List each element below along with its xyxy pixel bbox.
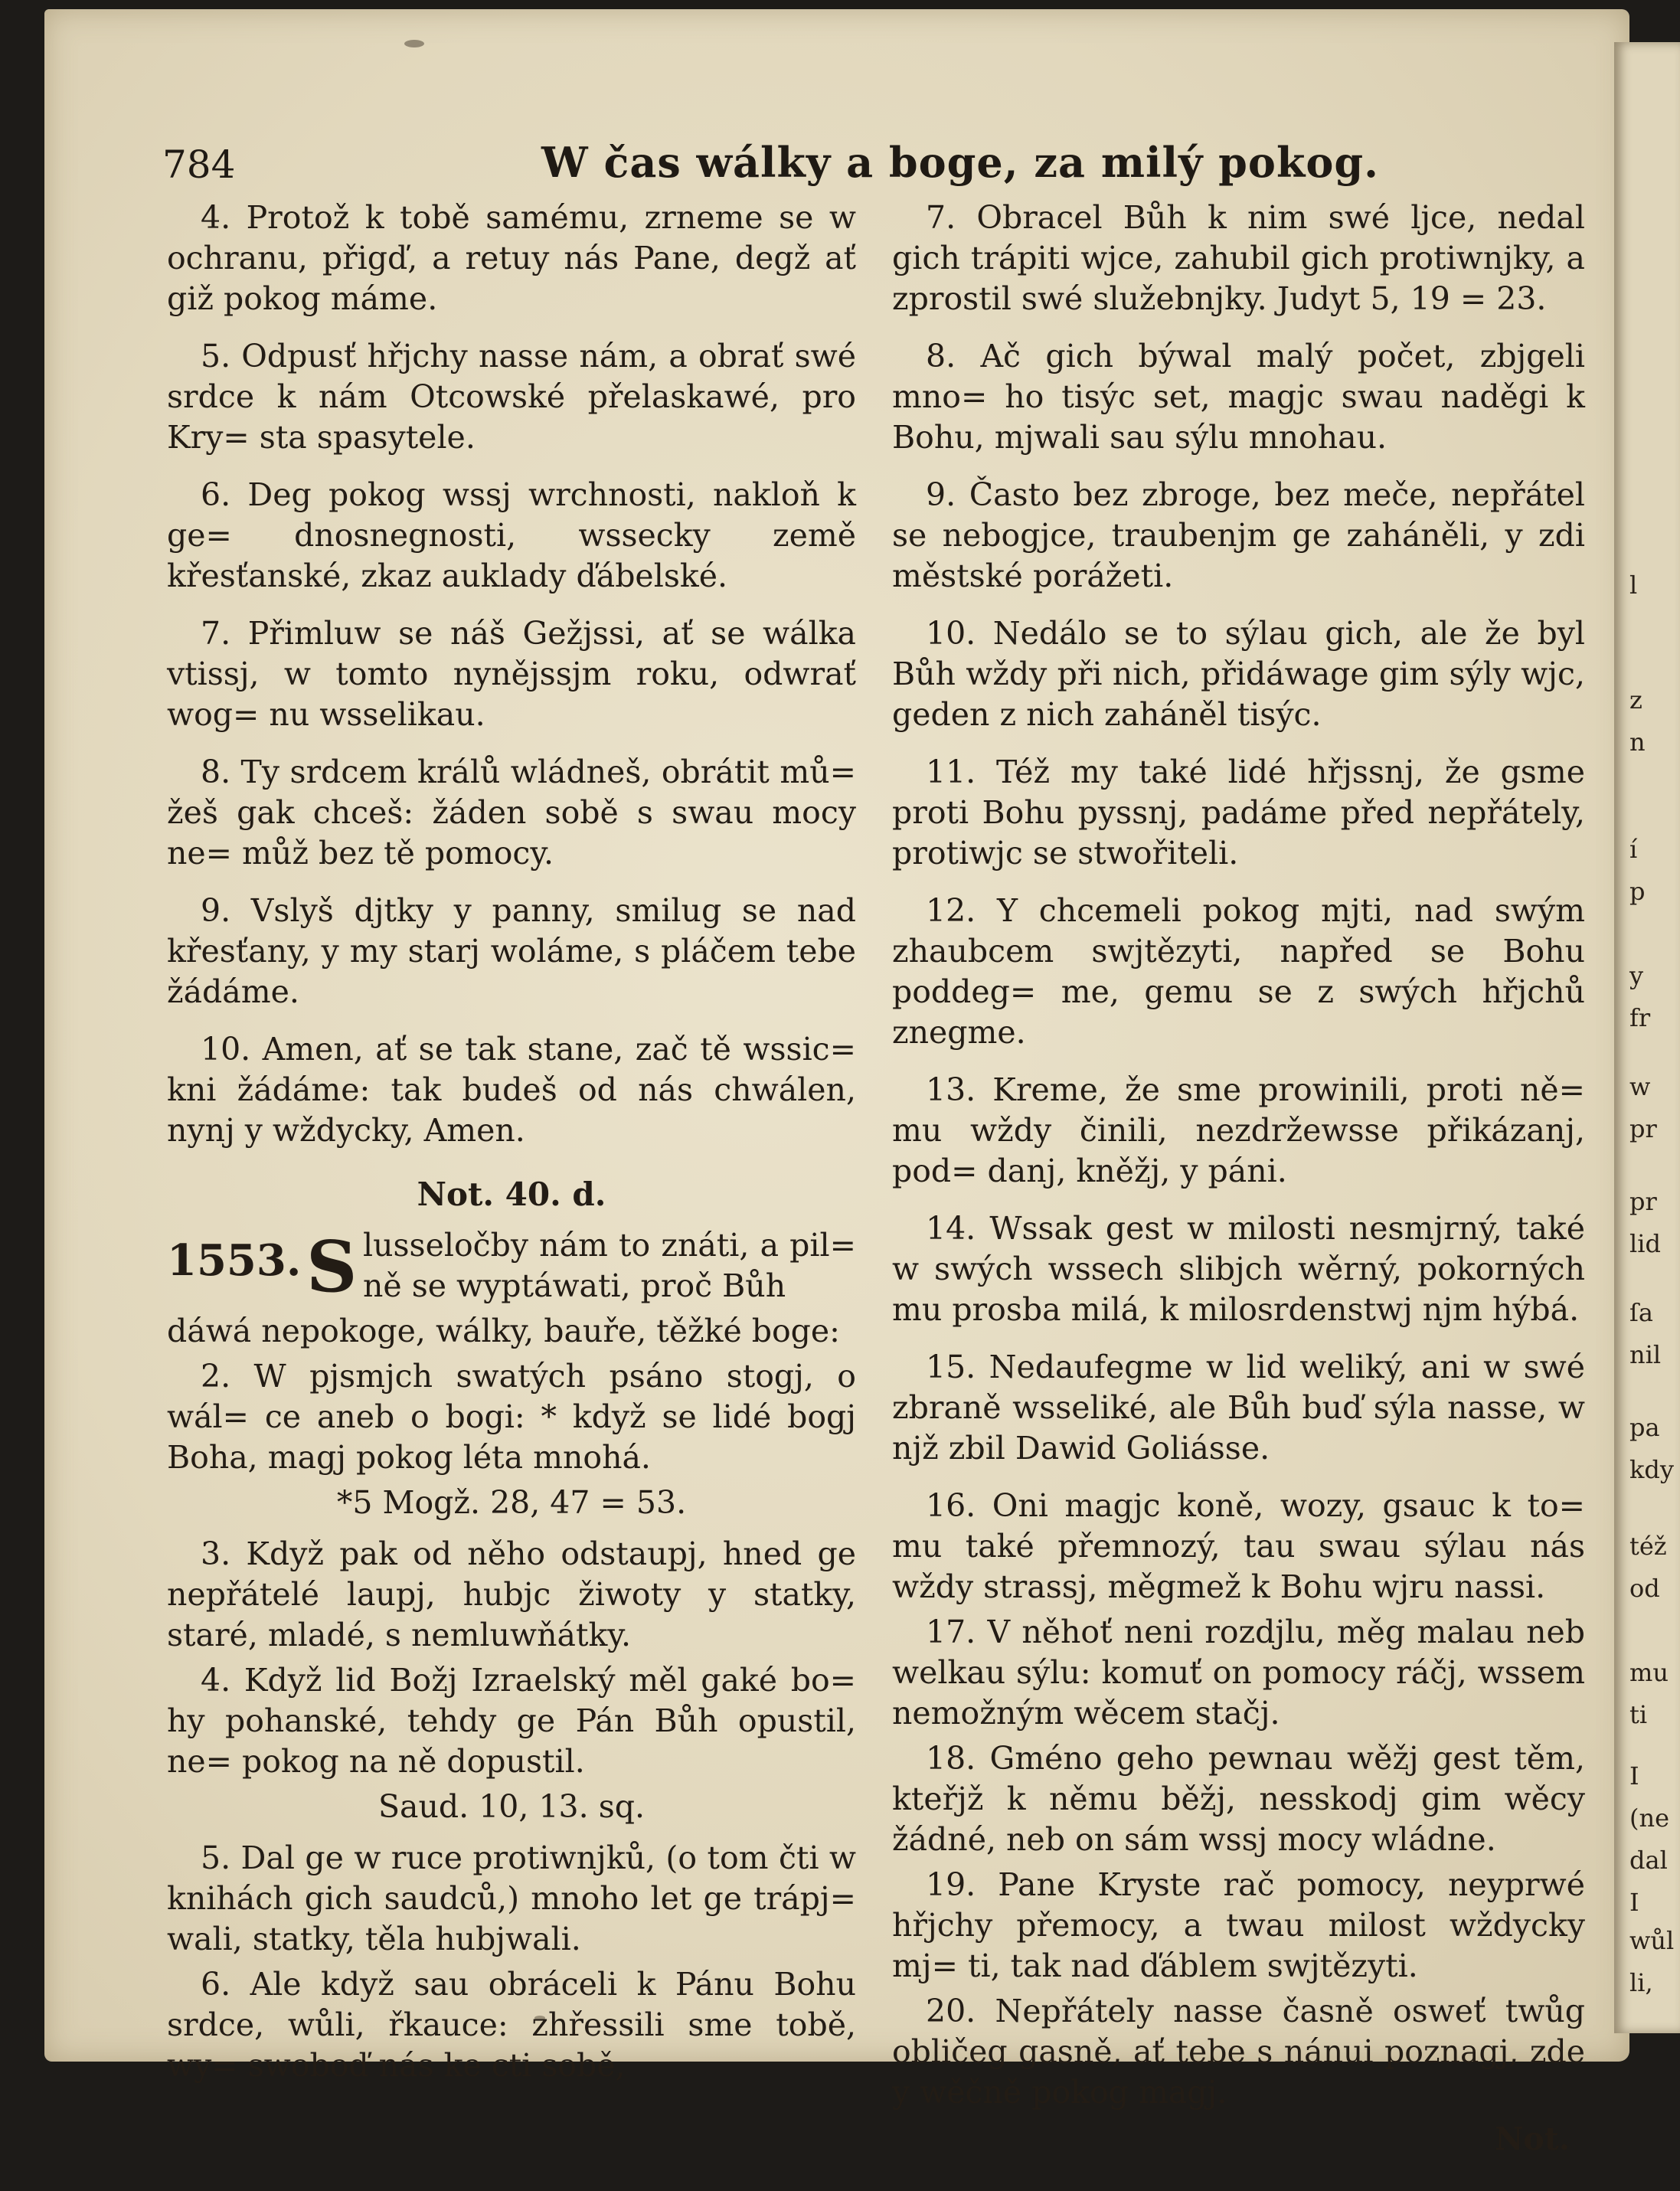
fragment-text: (ne [1629,1803,1670,1833]
tune-reference: Not. 40. d. [417,1176,606,1213]
fragment-text: pr [1629,1187,1657,1216]
fragment-text: fr [1629,1003,1651,1032]
stanza: 8. Ač gich býwal malý počet, zbjgeli mno= ho tisýc set, magjc swau naděgi k Bohu, mjwali sau sýlu mnohau. [892,338,1585,456]
fragment-text: y [1629,961,1644,990]
fragment-text: í [1629,835,1638,864]
running-title: W čas wálky a boge, za milý pokog. [541,138,1379,187]
fragment-text: n [1629,728,1646,757]
fragment-text: nil [1629,1340,1662,1369]
stanza: 19. Pane Kryste rač pomocy, neyprwé hřjchy přemocy, a twau milost wždycky mj= ti, tak nad ďáblem swjtězyti. [892,1866,1585,1984]
right-column [892,198,1585,2191]
stanza: 2. W pjsmjch swatých psáno stogj, o wál= ce aneb o bogi: * když se lidé bogj Boha, magj pokog léta mnohá. [167,1358,856,1476]
adjacent-page-edge [1614,42,1680,2033]
fragment-text: pr [1629,1114,1657,1143]
fragment-text: pa [1629,1413,1660,1442]
fragment-text: mu [1629,1658,1669,1687]
stanza: 10. Nedálo se to sýlau gich, ale že byl Bůh wždy při nich, přidáwage gim sýly wjc, geden z nich zaháněl tisýc. [892,615,1585,733]
stanza: 4. Když lid Božj Izraelský měl gaké bo= hy pohanské, tehdy ge Pán Bůh opustil, ne= pokog na ně dopustil. [167,1662,856,1780]
fragment-text: wůl [1629,1926,1675,1955]
stanza: 4. Protož k tobě samému, zrneme se w ochranu, přigď, a retuy nás Pane, degž ať giž pokog máme. [167,199,856,317]
stanza: 7. Přimluw se náš Gežjssi, ať se wálka vtissj, w tomto nynějssjm roku, odwrať wog= nu wsselikau. [167,615,856,733]
stanza: 14. Wssak gest w milosti nesmjrný, také w swých wssech slibjch wěrný, pokorných mu prosba milá, k milosrdenstwj njm hýbá. [892,1210,1585,1328]
fragment-text: ti [1629,1700,1648,1729]
fragment-text: p [1629,877,1646,906]
stanza: 17. V něhoť neni rozdjlu, měg malau neb welkau sýlu: komuť on pomocy ráčj, wssem nemožným wěcem stačj. [892,1614,1585,1732]
stanza: 18. Gméno geho pewnau wěžj gest těm, kteřjž k němu běžj, nesskodj gim wěcy žádné, neb on sám wssj mocy wládne. [892,1740,1585,1858]
stanza: 16. Oni magjc koně, wozy, gsauc k to= mu také přemnozý, tau swau sýlau nás wždy strassj, měgmež k Bohu wjru nassi. [892,1487,1585,1605]
fragment-text: dal [1629,1846,1668,1875]
fragment-text: li, [1629,1968,1653,1997]
stanza: 5. Odpusť hřjchy nasse nám, a obrať swé srdce k nám Otcowské přelaskawé, pro Kry= sta spasytele. [167,338,856,456]
fragment-text: I [1629,1888,1639,1917]
stanza: 20. Nepřátely nasse časně osweť twůg obličeg gasně, ať tebe s nánui poznagj, zde y wěčně pokog magj. [892,1993,1585,2111]
stanza: 9. Vslyš djtky y panny, smilug se nad křesťany, y my starj woláme, s pláčem tebe žádáme. [167,892,856,1010]
scripture-reference: Saud. 10, 13. sq. [378,1788,646,1825]
stanza: 7. Obracel Bůh k nim swé ljce, nedal gich trápiti wjce, zahubil gich protiwnjky, a zprostil swé služebnjky. Judyt 5, 19 = 23. [892,199,1585,317]
stanza: 6. Ale když sau obráceli k Pánu Bohu srdce, wůli, řkauce: zhřessili sme tobě, wy= swoboď nás ke cti sobě, [167,1966,856,2084]
hymn-first-line-rest: dáwá nepokoge, wálky, bauře, těžké boge: [167,1313,840,1349]
stanza: 13. Kreme, že sme prowinili, proti ně= mu wždy činili, nezdržewsse přikázanj, pod= danj, kněžj, y páni. [892,1071,1585,1189]
fragment-text: I [1629,1761,1639,1790]
drop-cap: S [306,1225,358,1308]
stanza: 8. Ty srdcem králů wládneš, obrátit mů= žeš gak chceš: žáden sobě s swau mocy ne= můž bez tě pomocy. [167,754,856,871]
scripture-reference: *5 Mogž. 28, 47 = 53. [336,1484,687,1521]
fragment-text: lid [1629,1229,1661,1258]
fragment-text: kdy [1629,1455,1674,1484]
page-number: 784 [162,142,236,187]
fragment-text: l [1629,571,1638,600]
next-tune-catchword: Not. [1494,2121,1570,2157]
fragment-text: w [1629,1072,1651,1101]
stanza: 9. Často bez zbroge, bez meče, nepřátel se nebogjce, traubenjm ge zaháněli, y zdi městské porážeti. [892,476,1585,594]
hymn-heading [167,1225,856,1306]
fragment-text: též [1629,1532,1667,1561]
stanza: 12. Y chcemeli pokog mjti, nad swým zhaubcem swjtězyti, napřed se Bohu poddeg= me, gemu se z swých hřjchů znegme. [892,892,1585,1051]
ink-smudge [404,40,424,47]
fragment-text: z [1629,685,1642,715]
hymn-first-line: lusseločby nám to znáti, a pil= ně se wyptáwati, proč Bůh [363,1227,856,1304]
stanza: 11. Též my také lidé hřjssnj, že gsme proti Bohu pyssnj, padáme před nepřátely, protiwjc se stwořiteli. [892,754,1585,871]
fragment-text: ſa [1629,1298,1653,1327]
fragment-text: od [1629,1574,1660,1603]
left-column [167,198,856,2091]
stanza: 10. Amen, ať se tak stane, zač tě wssic= kni žádáme: tak budeš od nás chwálen, nynj y wždycky, Amen. [167,1031,856,1149]
hymn-number: 1553. [167,1235,302,1286]
stanza: 15. Nedaufegme w lid weliký, ani w swé zbraně wsseliké, ale Bůh buď sýla nasse, w njž zbil Dawid Goliásse. [892,1349,1585,1467]
stanza: 6. Deg pokog wssj wrchnosti, nakloň k ge= dnosnegnosti, wssecky země křesťanské, zkaz auklady ďábelské. [167,476,856,594]
stanza: 5. Dal ge w ruce protiwnjků, (o tom čti w knihách gich saudců,) mnoho let ge trápj= wali, statky, těla hubjwali. [167,1839,856,1957]
page-header [162,138,1564,191]
stanza: 3. Když pak od něho odstaupj, hned ge nepřátelé laupj, hubjc žiwoty y statky, staré, mladé, s nemluwňátky. [167,1535,856,1653]
